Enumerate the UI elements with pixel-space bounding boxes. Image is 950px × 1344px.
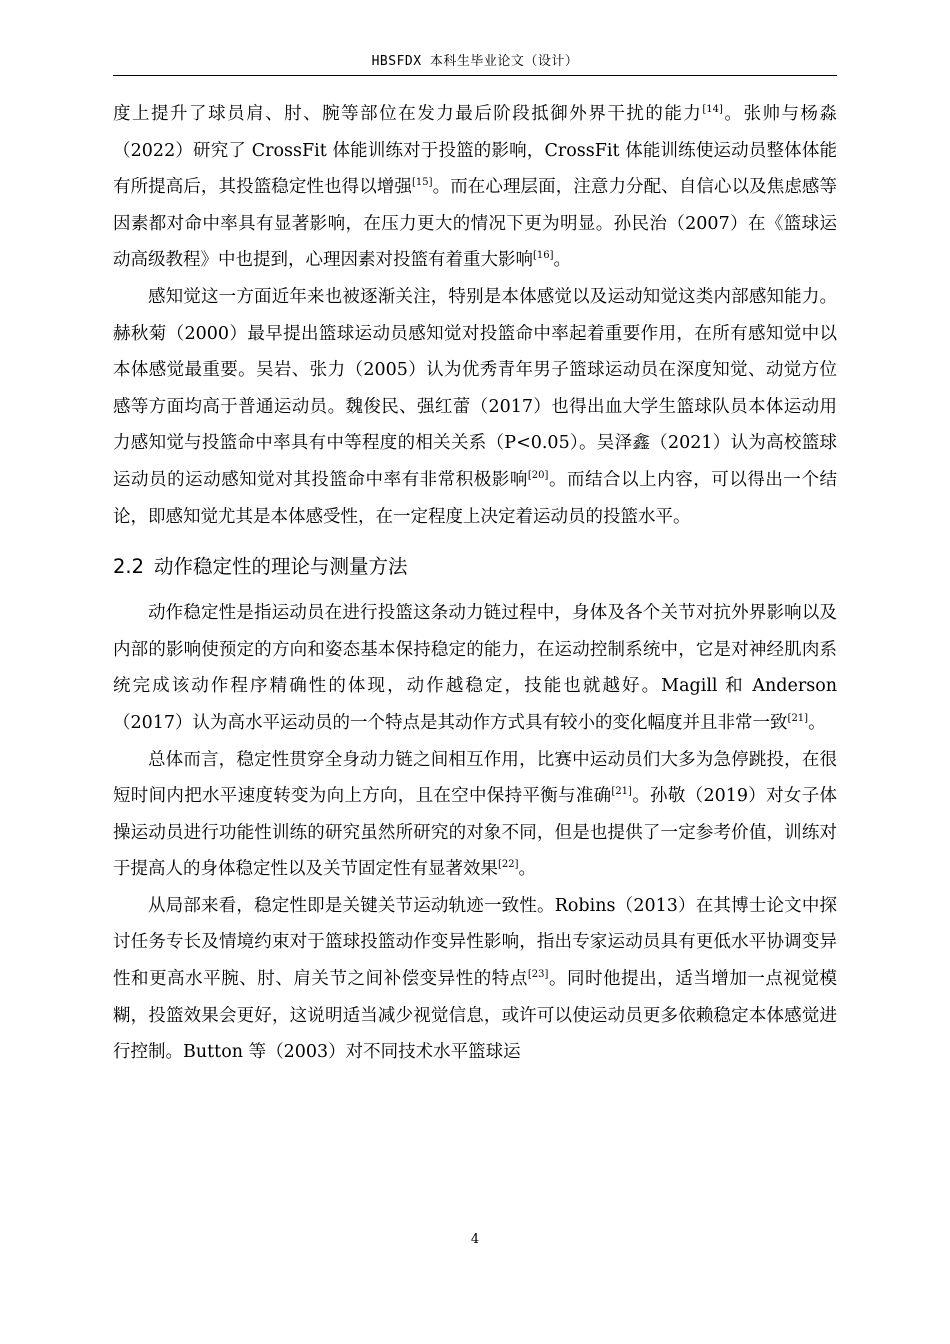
paragraph-text: 度上提升了球员肩、肘、腕等部位在发力最后阶段抵御外界干扰的能力 (113, 104, 703, 124)
section-title: 动作稳定性的理论与测量方法 (154, 555, 408, 579)
citation-ref: [21] (611, 786, 632, 798)
citation-ref: [14] (702, 104, 723, 115)
paragraph-text: 。 (808, 712, 826, 733)
paragraph-text: 。孙敬（2019）对女子体操运动员进行功能性训练的研究虽然所研究的对象不同，但是也提供了一定参考价值，训练对于提高人的身体稳定性以及关节固定性有显著效果 (113, 786, 837, 880)
citation-ref: [15] (411, 177, 433, 189)
paragraph-text: 感知觉这一方面近年来也被逐渐关注，特别是本体感觉以及运动知觉这类内部感知能力。赫秋菊（2000）最早提出篮球运动员感知觉对投篮命中率起着重要作用，在所有感知觉中以本体感觉最重要。吴岩、张力（2005）认为优秀青年男子篮球运动员在深度知觉、动觉方位感等方面均高于普通运动员。魏俊民、强红蕾（2017）也得出血大学生篮球队员本体运动用力感知觉与投篮命中率具有中等程度的相关关系（P<0.05）。吴泽鑫（2021）认为高校篮球运动员的运动感知觉对其投篮命中率有非常积极影响 (113, 286, 837, 490)
paragraph-group-before (113, 96, 837, 535)
citation-ref: [21] (787, 712, 809, 724)
paragraph (113, 595, 837, 741)
citation-ref: [22] (498, 859, 519, 871)
citation-ref: [20] (527, 469, 549, 481)
paragraph-text: 。而在心理层面，注意力分配、自信心以及焦虑感等因素都对命中率具有显著影响，在压力更大的情况下更为明显。孙民治（2007）在《篮球运动高级教程》中也提到，心理因素对投篮有着重大影响 (113, 177, 838, 271)
paragraph-text: 。而结合以上内容，可以得出一个结论，即感知觉尤其是本体感受性，在一定程度上决定着运动员的投篮水平。 (113, 469, 838, 527)
body-text (113, 96, 837, 1071)
paragraph (113, 96, 837, 279)
paragraph-text: 。同时他提出，适当增加一点视觉模糊，投篮效果会更好，这说明适当减少视觉信息，或许可以使运动员更多依赖稳定本体感觉进行控制。Button 等（2003）对不同技术水平篮球运 (113, 969, 838, 1063)
paragraph-text: 从局部来看，稳定性即是关键关节运动轨迹一致性。Robins（2013）在其博士论文中探讨任务专长及情境约束对于篮球投篮动作变异性影响，指出专家运动员具有更低水平协调变异性和更高水平腕、肘、肩关节之间补偿变异性的特点 (113, 895, 837, 990)
paragraph-text: 动作稳定性是指运动员在进行投篮这条动力链过程中，身体及各个关节对抗外界影响以及内部的影响使预定的方向和姿态基本保持稳定的能力，在运动控制系统中，它是对神经肌肉系统完成该动作程序精确性的体现，动作越稳定，技能也就越好。Magill 和 Anderson（2017）认为高水平运动员的一个特点是其动作方式具有较小的变化幅度并且非常一致 (113, 603, 837, 733)
citation-ref: [16] (533, 250, 554, 262)
page-number: 4 (470, 1232, 480, 1247)
section-number: 2.2 (113, 555, 145, 579)
paragraph-text: 。 (518, 859, 537, 880)
paragraph-group-after (113, 595, 837, 1071)
paragraph (113, 279, 837, 535)
running-header: HBSFDX 本科生毕业论文（设计） (113, 50, 837, 76)
paragraph-text: 。 (553, 250, 572, 271)
paragraph (113, 888, 837, 1071)
paragraph (113, 742, 837, 888)
citation-ref: [23] (527, 969, 549, 981)
paragraph-text: 总体而言，稳定性贯穿全身动力链之间相互作用，比赛中运动员们大多为急停跳投，在很短时间内把水平速度转变为向上方向，且在空中保持平衡与准确 (113, 749, 837, 807)
paragraph-text: 。张帅与杨淼（2022）研究了 CrossFit 体能训练对于投篮的影响，CrossFit 体能训练使运动员整体体能有所提高后，其投篮稳定性也得以增强 (113, 104, 837, 198)
section-heading (113, 555, 837, 579)
